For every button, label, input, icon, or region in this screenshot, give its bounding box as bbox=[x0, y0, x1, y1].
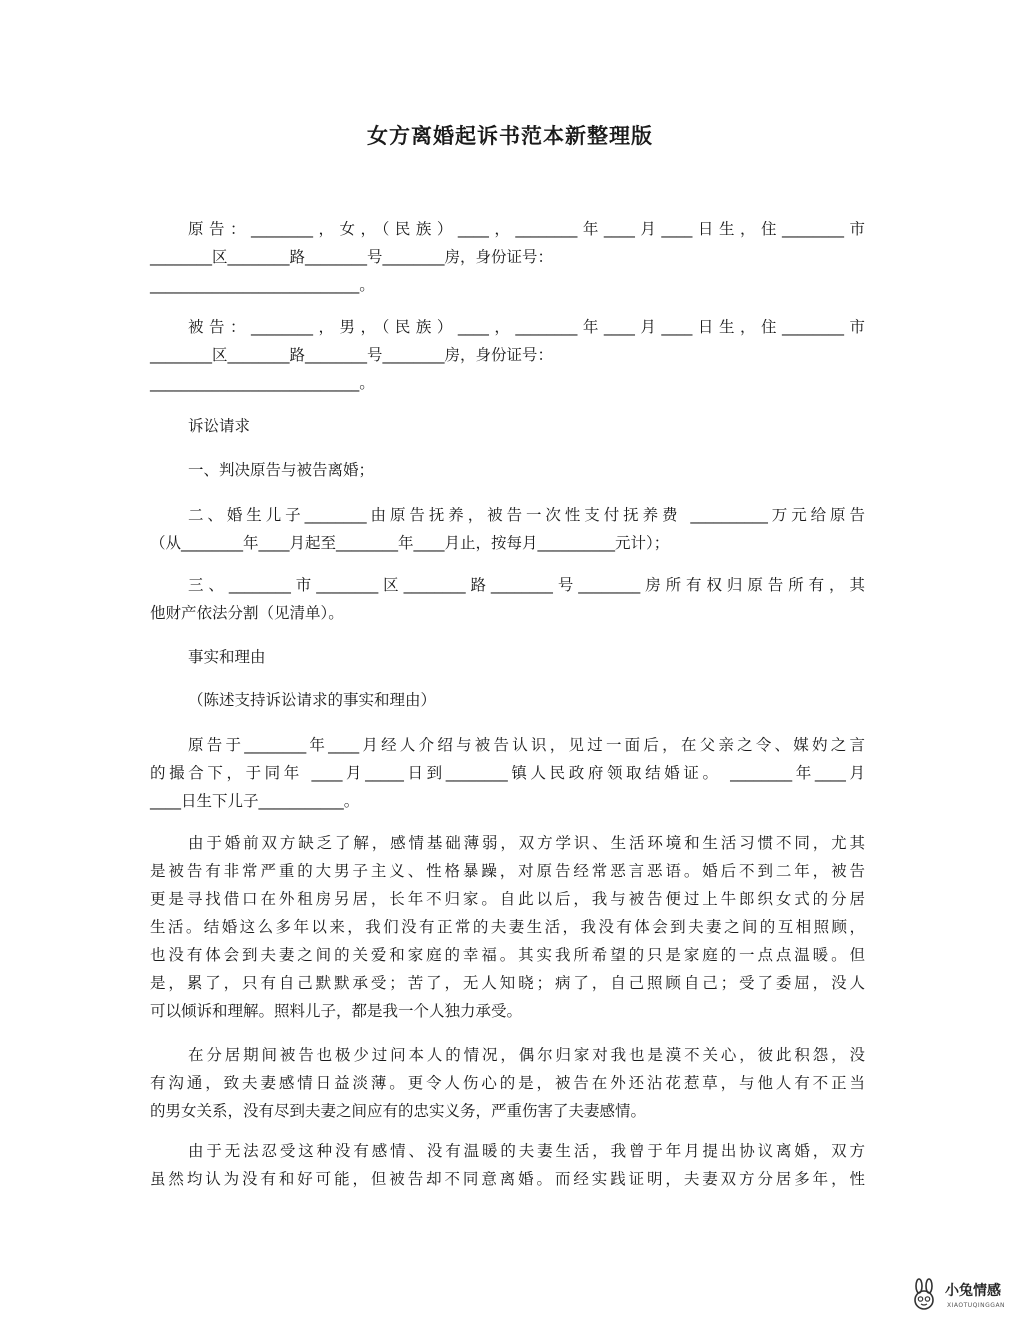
text-line: 是被告有非常严重的大男子主义、性格暴躁，对原告经常恶言恶语。婚后不到二年，被告 bbox=[150, 862, 865, 880]
text-line: 三、________市________区________路________号________房所有权归原告所有，其 bbox=[188, 576, 865, 594]
text-line: 诉讼请求 bbox=[188, 417, 251, 435]
text-line: ___________________________。 bbox=[150, 276, 375, 294]
text-line: 一、判决原告与被告离婚； bbox=[188, 461, 375, 479]
text-line: ____日生下儿子___________。 bbox=[150, 792, 360, 810]
text-line: 被告：________，男，（民族）____，________年____月____日生，住________市 bbox=[188, 318, 865, 336]
text-line: 他财产依法分割（见清单）。 bbox=[150, 604, 344, 622]
text-line: ________区________路________号________房，身份证号： bbox=[150, 248, 554, 266]
text-line: （从________年____月起至________年____月止，按每月__________元计）； bbox=[150, 534, 670, 552]
watermark-subtitle: XIAOTUQINGGAN bbox=[947, 1302, 1006, 1309]
text-line: 原告：________，女，（民族）____，________年____月____日生，住________市 bbox=[188, 220, 865, 238]
document-title: 女方离婚起诉书范本新整理版 bbox=[367, 124, 653, 148]
text-line: 事实和理由 bbox=[188, 648, 266, 666]
text-line: 由于无法忍受这种没有感情、没有温暖的夫妻生活，我曾于年月提出协议离婚，双方 bbox=[188, 1142, 865, 1160]
text-line: ___________________________。 bbox=[150, 374, 375, 392]
text-line: 也没有体会到夫妻之间的关爱和家庭的幸福。其实我所希望的只是家庭的一点点温暖。但 bbox=[150, 946, 865, 964]
text-line: 有沟通，致夫妻感情日益淡薄。更令人伤心的是，被告在外还沾花惹草，与他人有不正当 bbox=[150, 1074, 865, 1092]
watermark bbox=[905, 1278, 1020, 1318]
text-line: 由于婚前双方缺乏了解，感情基础薄弱，双方学识、生活环境和生活习惯不同，尤其 bbox=[188, 834, 865, 852]
text-line: 原告于________年____月经人介绍与被告认识，见过一面后，在父亲之令、媒妁之言 bbox=[188, 736, 865, 754]
text-line: 在分居期间被告也极少过问本人的情况，偶尔归家对我也是漠不关心，彼此积怨，没 bbox=[188, 1046, 865, 1064]
text-line: ________区________路________号________房，身份证号： bbox=[150, 346, 554, 364]
text-line: 可以倾诉和理解。照料儿子，都是我一个人独力承受。 bbox=[150, 1002, 523, 1020]
text-line: 虽然均认为没有和好可能，但被告却不同意离婚。而经实践证明，夫妻双方分居多年，性 bbox=[150, 1170, 865, 1188]
text-line: 生活。结婚这么多年以来，我们没有正常的夫妻生活，我没有体会到夫妻之间的互相照顾， bbox=[150, 918, 865, 936]
text-line: （陈述支持诉讼请求的事实和理由） bbox=[188, 691, 437, 709]
text-line: 的男女关系，没有尽到夫妻之间应有的忠实义务，严重伤害了夫妻感情。 bbox=[150, 1102, 647, 1120]
text-line: 二、婚生儿子________由原告抚养，被告一次性支付抚养费 __________万元给原告 bbox=[188, 506, 865, 524]
watermark-name: 小兔情感 bbox=[945, 1283, 1001, 1299]
rabbit-logo-icon bbox=[907, 1278, 943, 1314]
text-line: 的撮合下，于同年 ____月_____日到________镇人民政府领取结婚证。 ________年____月 bbox=[150, 764, 865, 782]
text-line: 更是寻找借口在外租房另居，长年不归家。自此以后，我与被告便过上牛郎织女式的分居 bbox=[150, 890, 865, 908]
text-line: 是，累了，只有自己默默承受；苦了，无人知晓；病了，自己照顾自己；受了委屈，没人 bbox=[150, 974, 865, 992]
